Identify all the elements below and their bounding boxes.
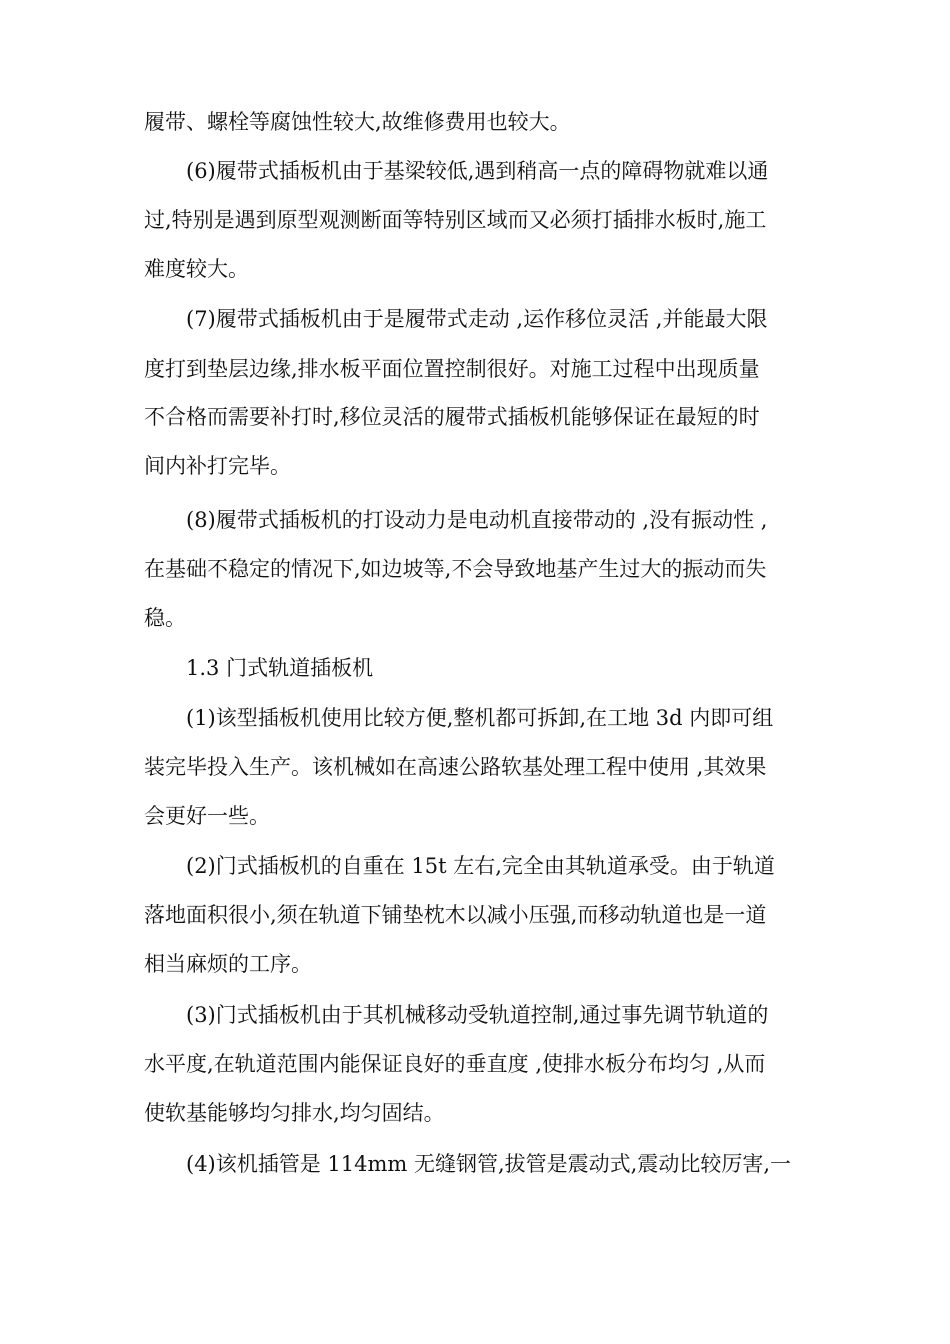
text-line: 过,特别是遇到原型观测断面等特别区域而又必须打插排水板时,施工 [144, 208, 767, 232]
paragraph-6-line-1: (6)履带式插板机由于基梁较低,遇到稍高一点的障碍物就难以通 [186, 159, 769, 183]
paragraph-3-line-1: (3)门式插板机由于其机械移动受轨道控制,通过事先调节轨道的 [186, 1003, 769, 1027]
paragraph-8-line-1: (8)履带式插板机的打设动力是电动机直接带动的 ,没有振动性 , [186, 508, 768, 532]
text-line: 稳。 [144, 606, 186, 630]
text-line: 水平度,在轨道范围内能保证良好的垂直度 ,使排水板分布均匀 ,从而 [144, 1052, 766, 1076]
text-line: 使软基能够均匀排水,均匀固结。 [144, 1101, 445, 1125]
text-line: 落地面积很小,须在轨道下铺垫枕木以减小压强,而移动轨道也是一道 [144, 903, 767, 927]
paragraph-7-line-1: (7)履带式插板机由于是履带式走动 ,运作移位灵活 ,并能最大限 [186, 307, 768, 331]
text-line: 装完毕投入生产。该机械如在高速公路软基处理工程中使用 ,其效果 [144, 755, 767, 779]
text-line: 在基础不稳定的情况下,如边坡等,不会导致地基产生过大的振动而失 [144, 557, 767, 581]
paragraph-2-line-1: (2)门式插板机的自重在 15t 左右,完全由其轨道承受。由于轨道 [186, 854, 775, 878]
text-line: 难度较大。 [144, 257, 249, 281]
text-line: 间内补打完毕。 [144, 454, 291, 478]
text-line: 履带、螺栓等腐蚀性较大,故维修费用也较大。 [144, 110, 571, 134]
paragraph-4-line-1: (4)该机插管是 114mm 无缝钢管,拔管是震动式,震动比较厉害,一 [186, 1152, 792, 1176]
paragraph-1-line-1: (1)该型插板机使用比较方便,整机都可拆卸,在工地 3d 内即可组 [186, 706, 774, 730]
text-line: 不合格而需要补打时,移位灵活的履带式插板机能够保证在最短的时 [144, 405, 760, 429]
text-line: 度打到垫层边缘,排水板平面位置控制很好。对施工过程中出现质量 [144, 357, 760, 381]
text-line: 相当麻烦的工序。 [144, 952, 312, 976]
section-heading: 1.3 门式轨道插板机 [186, 656, 374, 680]
text-line: 会更好一些。 [144, 804, 270, 828]
